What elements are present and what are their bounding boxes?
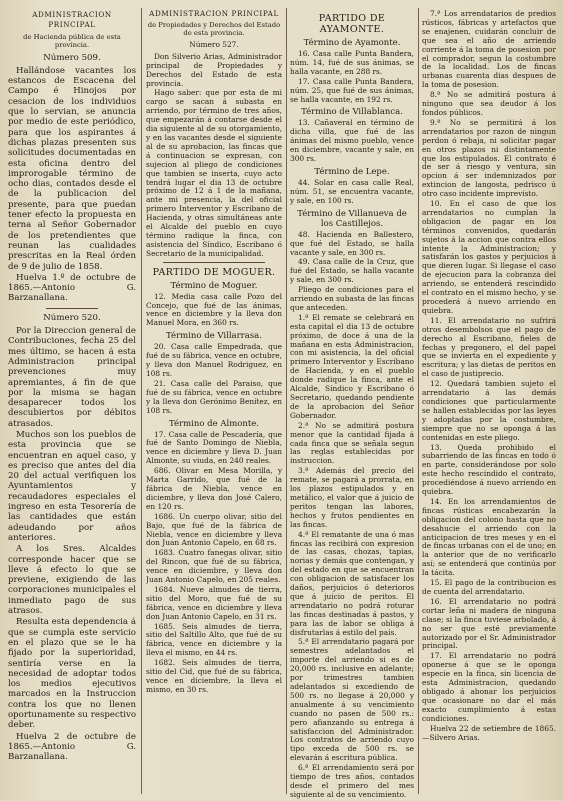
column-4: [422, 10, 556, 743]
condition-item: 2.ª No se admitirá postura menor que la cantidad fijada á cada finca que se señala segun las reglas establecidas por instruccion.: [290, 420, 414, 466]
section-title: PARTIDO DE MOGUER.: [152, 266, 276, 278]
subsection-title: Término de Ayamonte.: [303, 38, 401, 48]
property-item: 13. Cañaveral en término de dicha villa, que fué de las ánimas del mismo pueblo, vence en diciembre, vacante y sale, en 300 rs.: [290, 118, 414, 164]
subsection-title: Término de Almonte.: [168, 418, 259, 429]
column-rule: [418, 8, 419, 794]
condition-item: 15. El pago de la contribucion es de cuenta del arrendatario.: [422, 578, 556, 596]
condition-item: 17. El arrendatario no podrá oponerse á que se le oponga especie en la finca, sin licencia de esta Administracion, quedando obligado á abonar los perjuicios que ocasionare no dar el más exacto cumplimiento á estas condiciones.: [422, 651, 556, 723]
notice-paragraph: Muchos son los pueblos de esta provincia que se encuentran en aquel caso, y es preciso que antes del dia 20 del actual verifiquen los Ayuntamientos y recaudadores especiales el ingreso en esta Tesorería de las cantidades que están adeudando por años anteriores.: [8, 429, 136, 543]
column-rule: [141, 8, 142, 794]
property-item: 44. Solar en casa calle Real, núm. 51, se encuentra vacante, y sale, en 100 rs.: [290, 177, 414, 205]
conditions-heading: Pliego de condiciones para el arriendo en subasta de las fincas que anteceden.: [290, 285, 414, 312]
condition-item: 7.ª Los arrendatarios de predios rústicos, fábricas y artefactos que se enajenen, cuidarán concluir de que sea el año de arriendo corriente á la toma de posesion por el comprador, segun la costumbre de la localidad. Los de fincas urbanas cuarenta dias despues de la toma de posesion.: [422, 10, 556, 90]
condition-item: 6.ª El arrendamiento será por tiempo de tres años, contados desde el primero del mes siguiente al de su vencimiento.: [290, 763, 414, 799]
subsection-title: Término de Villanueva de los Castillejos.: [297, 208, 407, 229]
section-divider: [163, 262, 265, 263]
condition-item: 16. El arrendatario no podrá cortar leña ni madera de ninguna clase; si la finca tuviese arbolado, á no ser que esté previamente autorizado por el Sr. Administrador principal.: [422, 596, 556, 651]
property-item: 16. Casa calle Punta Bandera, núm. 14, fué de sus ánimas, se halla vacante, en 288 rs.: [290, 49, 414, 76]
column-1-subheader: de Hacienda pública de esta provincia.: [23, 32, 121, 49]
notice-paragraph: Don Silverio Arias, Administrador principal de Propiedades y Derechos del Estado de esta provincia.: [146, 51, 282, 88]
condition-item: 11. El arrendatario no sufrirá otros desembolsos que el pago de derecho al Escribano, fieles de fechas y pregonero, el del papel que se invierta en el expediente y escritura; y las dietas de peritos en el caso de justiprecio.: [422, 315, 556, 379]
condition-item: 4.ª El rematante de una ó mas fincas las recibirá con expresion de las casas, chozas, tapias, norias y demás que contengan, y del estado en que se encuentran con obligacion de satisfacer los daños, perjuicios ó deterioros que á juicio de peritos. El arrendatario no podrá roturar las fincas destinadas á pastos, y para las de labor se obliga á disfrutarlas á estilo del país.: [290, 529, 414, 637]
column-2: [146, 10, 282, 696]
notice-paragraph: Hallándose vacantes los estancos de Escacena del Campo é Hinojos por cesacion de los individuos que lo servian, se anuncia por medio de este periódico, para que los aspirantes á dichas plazas presenten sus solicitudes documentadas en esta oficina dentro del improrogable término de ocho dias, contados desde el de la publicacion del presente, para que puedan tener efecto la propuesta en terna al Señor Gobernador de los pretendientes que reunan las cualidades prescritas en la Real órden de 9 de julio de 1858.: [8, 65, 136, 272]
condition-item: 1.ª El remate se celebrará en esta capital el dia 13 de octubre próximo, de doce á una de la mañana en esta Administracion, con mi asistencia, la del oficial primero Interventor y Escribano de Hacienda, y en el pueblo donde radique la finca, ante el Alcalde, Síndico y Escribano ó Secretario, quedando pendiente de la aprobacion del Señor Gobernador.: [290, 312, 414, 420]
property-item: 1685. Seis almudes de tierra, sitio del Saltillo Alto, que fué de su fábrica, vence en diciembre y la lleva el mismo, en 44 rs.: [146, 621, 282, 658]
column-1-header: ADMINISTRACION PRINCIPAL: [32, 10, 112, 30]
property-item: 20. Casa calle Empedrada, que fué de su fábrica, vence en octubre, y lleva don Manuel Rodriguez, en 108 rs.: [146, 342, 282, 378]
column-rule: [286, 8, 287, 794]
property-item: 12. Media casa calle Pozo del Concejo, que fué de las ánimas, vence en diciembre y la lleva don Manuel Mora, en 360 rs.: [146, 291, 282, 328]
column-3: [290, 10, 414, 801]
section-divider: [46, 308, 97, 309]
notice-signature: Huelva 1.º de octubre de 1865.—Antonio G. Barzanallana.: [8, 272, 136, 304]
condition-item: 9.ª No se permitirá á los arrendatarios por razon de ningun perdon ó rebaja, ni solicitar pagar en otros plazos ni distintamente que los estipulados. El contrato é de ser á riesgo y ventura, sin opcion á ser indemnizados por extincion de langosta, pedrisco ú otro caso incidente imprevisto.: [422, 117, 556, 199]
notice-paragraph: Resulta esta dependencia á que se cumpla este servicio en el plazo que se le ha fijado por la superioridad, sentiría verse en la necesidad de adoptar todos los medios ejecutivos marcados en la Instruccion contra los que no llenen oportunamente su respectivo deber.: [8, 617, 136, 731]
property-item: 1684. Nueve almudes de tierra, sitio del Moro, que fué de su fábrica, vence en diciembre y lleva don Juan Antonio Capelo, en 31 rs.: [146, 584, 282, 621]
condition-item: 5.ª El arrendatario pagará por semestres adelantados el importe del arriendo si es de 20,000 rs. inclusive en adelante; por trimestres tambien adelantados si excediendo de 500 rs. no llegase á 20,000 y anualmente á su vencimiento cuando no pasen de 500 rs.: pero afianzando su entrega á satisfaccion del Administrador. Los contratos de arriendo cuyo tipo exceda de 500 rs. se elevarán á escritura pública.: [290, 637, 414, 763]
notice-paragraph: Por la Direccion general de Contribuciones, fecha 25 del mes último, se hacen á esta Administracion principal prevenciones muy apremiantes, á fin de que por la misma se hagan desaparecer todos los descubiertos por débitos atrasados.: [8, 326, 136, 429]
property-item: 48. Hacienda en Ballestero, que fué del Estado, se halla vacante y sale, en 300 rs.: [290, 229, 414, 257]
notice-paragraph: Hago saber: que por esta de mi cargo se sacan á subasta en arriendo, por término de tres años, que empezarán á contarse desde el dia siguiente al de su otorgamiento, y en las vacantes desde el siguiente al de su aprobacion, las fincas que á continuacion se expresan, con sujecion al pliego de condiciones que tambien se inserta, cuyo acto tendrá lugar el dia 13 de octubre próximo de 12 á 1 de la mañana, ante mi presencia, la del oficial primero Interventor y Escribano de Hacienda, y otras simultáneas ante el Alcalde del pueblo en cuyo término radique la finca, con asistencia del Síndico, Escribano ó Secretario de la municipalidad.: [146, 88, 282, 258]
property-item: 1682. Seis almudes de tierra, sitio del Cid, que fué de su fábrica, vence en diciembre, la lleva el mismo, en 30 rs.: [146, 658, 282, 694]
condition-item: 14. En los arrendamientos de fincas rústicas encabezarán la obligacion del colono hasta que no desahucie el arriendo con la anticipacion de tres meses y en el de fincas urbanas con el de uno; en la anterior que de no verificarlo así; se entenderá que continúa por la tácita.: [422, 496, 556, 578]
property-item: 686. Olivar en Mesa Morilla, y Marta Garrido, que fué de la fábrica de Niebla, vence en diciembre, y lleva don José Calero, en 120 rs.: [146, 466, 282, 511]
subsection-title: Término de Lepe.: [314, 166, 390, 177]
property-item: 1683. Cuatro fanegas olivar, sitio del Rincon, que fué de su fábrica, vence en diciembre, y lleva don Juan Antonio Capelo, en 205 reales.: [146, 548, 282, 585]
property-item: 17. Casa calle Punta Bandera, núm. 25, que fué de sus ánimas, se halla vacante, en 192 rs.: [290, 76, 414, 104]
property-item: 17. Casa calle de Pescadería, que fué de Santo Domingo de Niebla, vence en diciembre y lleva D. Juan Almonte, su viuda, en 240 reales.: [146, 429, 282, 466]
notice-signature: Huelva 22 de setiembre de 1865. —Silvero Arias.: [422, 723, 556, 742]
property-item: 49. Casa calle de la Cruz, que fué del Estado, se halla vacante y sale, en 300 rs.: [290, 257, 414, 285]
notice-number: Número 520.: [43, 312, 101, 323]
notice-signature: Huelva 2 de octubre de 1865.—Antonio G. Barzanallana.: [8, 731, 136, 763]
subsection-title: Término de Villablanca.: [301, 107, 403, 118]
condition-item: 3.ª Además del precio del remate, se pagará a prorrata, en los plazos estipulados y en metálico, el valor que á juicio de peritos tengan las labores, hechos y frutos pendientes en las fincas.: [290, 466, 414, 529]
property-item: 21. Casa calle del Paraiso, que fué de su fábrica, vence en octubre y la lleva don Gerónimo Benítez, en 108 rs.: [146, 378, 282, 415]
condition-item: 8.ª No se admitirá postura á ninguno que sea deudor á los fondos públicos.: [422, 90, 556, 117]
notice-number: Número 527.: [189, 39, 239, 49]
column-2-subheader: de Propiedades y Derechos del Estado de esta provincia.: [147, 20, 281, 37]
condition-item: 10. En el caso de que los arrendatarios no cumplan la obligacion de pagar en los términos convenidos, quedarán sujetos á la accion que contra ellos intente la Administracion; y satisfarán los gastos y perjuicios á que dieren lugar. Si llegase el caso de ejecucion para la cobranza del arriendo, se entenderá rescindido el contrato en el mismo hecho, y se procederá á nuevo arriendo en quiebra.: [422, 199, 556, 315]
notice-paragraph: A los Sres. Alcaldes corresponde hacer que se lleve á efecto lo que se previene, exigiendo de las corporaciones municipales el inmediato pago de sus atrasos.: [8, 544, 136, 617]
notice-number: Número 509.: [43, 52, 101, 63]
subsection-title: Término de Villarrasa.: [166, 331, 262, 342]
section-title: PARTIDO DE AYAMONTE.: [318, 13, 386, 35]
column-2-header: ADMINISTRACION PRINCIPAL: [149, 10, 279, 18]
property-item: 1686. Un cuerpo olivar, sitio del Bajo, que fué de la fábrica de Niebla, vence en diciembre y lleva don Juan Antonio Capelo, en 68 rs.: [146, 511, 282, 548]
condition-item: 13. Queda prohibido el subarriendo de las fincas en todo ó en parte, considerándose por solo este hecho rescindido el contrato, procediéndose á nuevo arriendo en quiebra.: [422, 442, 556, 497]
column-1: [8, 10, 136, 763]
subsection-title: Término de Moguer.: [170, 280, 258, 291]
condition-item: 12. Quedará tambien sujeto el arrendatario á las demás condiciones que particularmente se hallen establecidas por las leyes y adoptadas por la costumbre, siempre que no se oponga á las contenidas en este pliego.: [422, 379, 556, 442]
